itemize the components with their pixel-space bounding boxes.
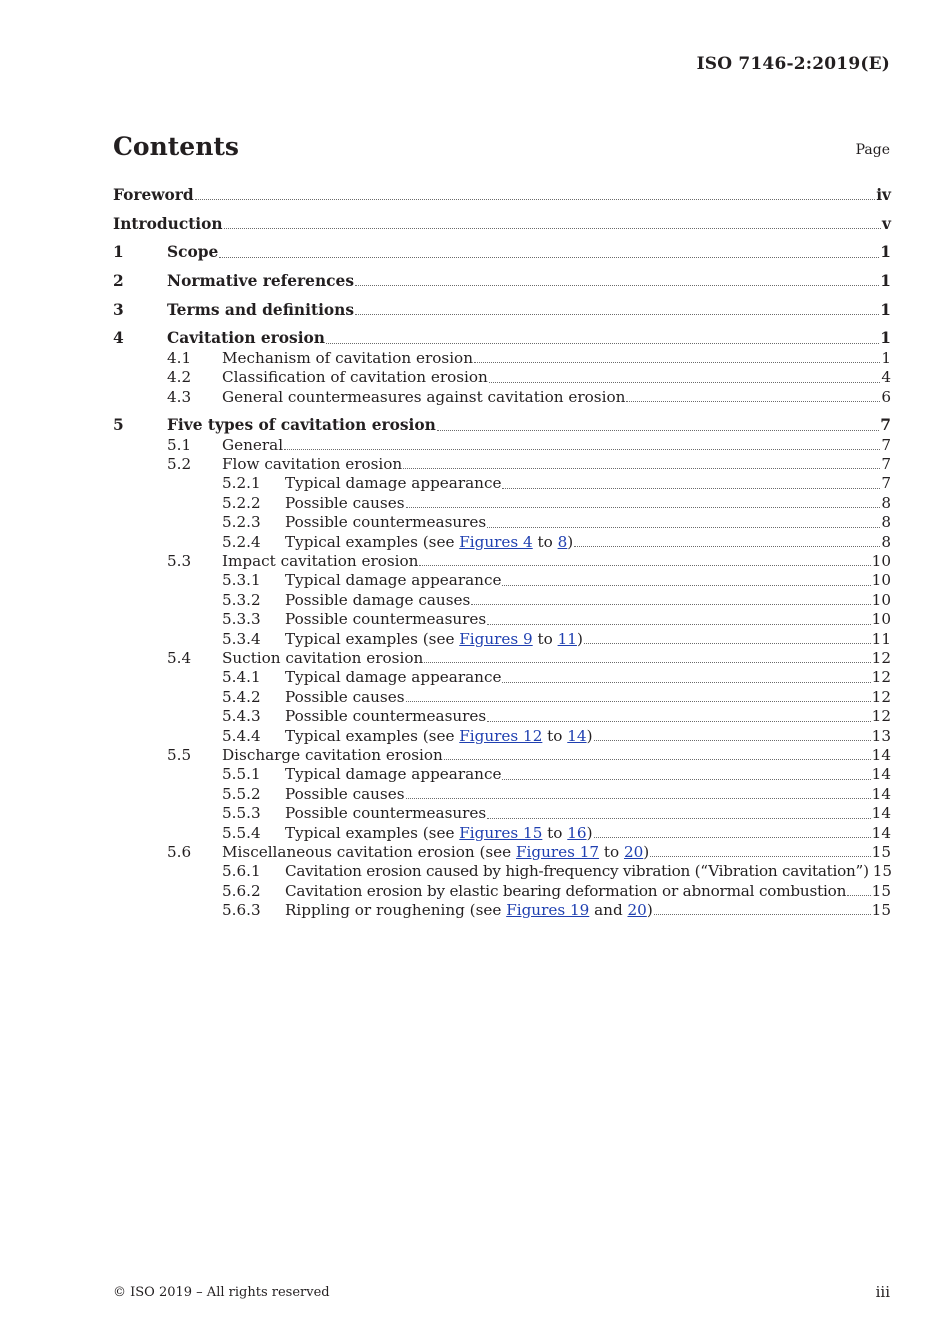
toc-entry-5-3-1[interactable] [113, 571, 891, 590]
toc-entry-page: 1 [880, 300, 891, 319]
toc-entry-5-2-4[interactable] [113, 533, 891, 552]
footer-copyright: © ISO 2019 – All rights reserved [113, 1285, 330, 1300]
figure-link[interactable]: 14 [567, 726, 587, 745]
toc-entry-page: 6 [881, 387, 891, 406]
dot-leader [326, 342, 879, 344]
toc-entry-label: General countermeasures against cavitation erosion [222, 387, 626, 406]
dot-leader [502, 487, 880, 489]
toc-entry-number: 5.5.1 [222, 765, 261, 784]
toc-entry-label: Five types of cavitation erosion [167, 416, 436, 435]
dot-leader [406, 797, 871, 799]
dot-leader [502, 681, 870, 683]
toc-entry-number: 5.4.1 [222, 668, 261, 687]
toc-entry-label: Normative references [167, 272, 354, 291]
toc-entry-number: 5.4.3 [222, 707, 261, 726]
toc-entry-page: 7 [880, 416, 891, 435]
toc-entry-5-2[interactable] [113, 455, 891, 474]
toc-entry-label: Mechanism of cavitation erosion [222, 348, 473, 367]
toc-entry-number: 5.4.2 [222, 687, 261, 706]
dot-leader [284, 448, 880, 450]
toc-entry-5[interactable] [113, 416, 891, 435]
toc-entry-5-1[interactable] [113, 436, 891, 455]
figure-link[interactable]: Figures 19 [506, 901, 590, 920]
toc-entry-number: 5.4 [167, 648, 192, 667]
dot-leader [474, 361, 880, 363]
toc-entry-label [285, 901, 653, 920]
toc-entry-5-3[interactable] [113, 552, 891, 571]
toc-entry-number: 5.3 [167, 552, 192, 571]
toc-entry-4-2[interactable] [113, 368, 891, 387]
dot-leader [574, 545, 880, 547]
toc-entry-2[interactable] [113, 272, 891, 291]
toc-entry-page: 10 [871, 552, 891, 571]
toc-entry-label: Introduction [113, 214, 223, 233]
dot-leader [502, 778, 870, 780]
toc-entry-page: 8 [881, 513, 891, 532]
dot-leader [406, 700, 871, 702]
label-text: Typical examples (see [285, 629, 460, 648]
dot-leader [654, 913, 871, 915]
toc-entry-5-6-3[interactable] [113, 901, 891, 920]
figure-link[interactable]: 11 [557, 629, 577, 648]
toc-entry-page: 12 [871, 687, 891, 706]
toc-entry-page: 12 [871, 668, 891, 687]
toc-entry-number: 5.5 [167, 745, 192, 764]
toc-entry-number: 4.2 [167, 368, 192, 387]
figure-link[interactable]: 20 [627, 901, 647, 920]
toc-entry-label: General [222, 435, 284, 454]
toc-entry-5-6-2[interactable] [113, 882, 891, 901]
figure-link[interactable]: Figures 4 [459, 532, 533, 551]
toc-entry-number: 5.1 [167, 435, 192, 454]
toc-entry-label: Typical damage appearance [285, 571, 502, 590]
toc-entry-number: 3 [113, 300, 124, 319]
toc-entry-number: 5 [113, 416, 124, 435]
toc-entry-number: 5.5.4 [222, 823, 261, 842]
figure-link[interactable]: 20 [623, 842, 644, 861]
toc-entry-page: 7 [881, 455, 891, 474]
toc-entry-page: 7 [881, 435, 891, 454]
toc-entry-number: 5.3.1 [222, 571, 261, 590]
toc-entry-label: Possible countermeasures [285, 513, 487, 532]
toc-entry-page: 14 [871, 765, 891, 784]
label-text: Typical examples (see [285, 726, 460, 745]
toc-entry-page: 8 [881, 532, 891, 551]
toc-entry-number: 5.5.3 [222, 804, 261, 823]
label-text: ) [646, 901, 653, 920]
figure-link[interactable]: Figures 17 [515, 842, 600, 861]
toc-entry-5-4[interactable] [113, 649, 891, 668]
label-text: to [599, 842, 624, 861]
figure-link[interactable]: 8 [557, 532, 568, 551]
toc-entry-introduction[interactable] [113, 215, 891, 234]
toc-entry-number: 5.6.3 [222, 901, 261, 920]
toc-entry-page: 15 [872, 862, 893, 881]
toc-entry-number: 5.6.2 [222, 881, 261, 900]
label-text: to [542, 726, 568, 745]
toc-entry-3[interactable] [113, 301, 891, 320]
toc-entry-page: v [882, 214, 891, 233]
toc-entry-page: iv [876, 186, 891, 204]
toc-entry-page: 4 [881, 368, 891, 387]
toc-entry-5-4-4[interactable] [113, 727, 891, 746]
toc-entry-number: 5.2.4 [222, 532, 261, 551]
label-text: to [532, 629, 558, 648]
toc-entry-4-3[interactable] [113, 388, 891, 407]
toc-entry-5-5-3[interactable] [113, 804, 891, 823]
label-text: ) [586, 823, 593, 842]
dot-leader [487, 623, 870, 625]
toc-entry-4-1[interactable] [113, 349, 891, 368]
toc-entry-label: Possible damage causes [285, 590, 471, 609]
dot-leader [195, 198, 876, 200]
toc-entry-foreword[interactable] [113, 186, 891, 205]
dot-leader [502, 584, 870, 586]
toc-entry-number: 5.3.4 [222, 629, 261, 648]
toc-entry-5-3-3[interactable] [113, 610, 891, 629]
toc-entry-page: 14 [871, 784, 891, 803]
toc-entry-label: Typical damage appearance [285, 668, 502, 687]
toc-entry-5-6-1[interactable] [113, 862, 891, 881]
toc-entry-number: 5.3.3 [222, 610, 261, 629]
toc-entry-label: Typical damage appearance [285, 474, 502, 493]
toc-entry-5-3-4[interactable] [113, 630, 891, 649]
toc-entry-number: 5.2 [167, 455, 192, 474]
label-text: Miscellaneous cavitation erosion (see [222, 842, 516, 861]
toc-entry-number: 1 [113, 243, 124, 262]
dot-leader [487, 526, 880, 528]
toc-entry-5-3-2[interactable] [113, 591, 891, 610]
toc-entry-page: 1 [880, 243, 891, 262]
toc-entry-number: 4.1 [167, 348, 192, 367]
dot-leader [594, 836, 871, 838]
toc-entry-page: 1 [880, 272, 891, 291]
toc-entry-label: Possible countermeasures [285, 804, 487, 823]
toc-entry-label: Possible causes [285, 784, 405, 803]
dot-leader [444, 758, 871, 760]
label-text: ) [643, 842, 650, 861]
toc-entry-page: 14 [871, 804, 891, 823]
toc-entry-5-5-1[interactable] [113, 765, 891, 784]
dot-leader [437, 429, 879, 431]
toc-entry-label: Terms and definitions [167, 300, 355, 319]
dot-leader [489, 381, 881, 383]
toc-entry-label: Possible countermeasures [285, 707, 487, 726]
toc-entry-label: Impact cavitation erosion [222, 552, 419, 571]
toc-entry-label: Scope [167, 243, 219, 262]
toc-entry-label: Cavitation erosion by elastic bearing deformation or abnormal combustion [285, 881, 847, 900]
figure-link[interactable]: 16 [567, 823, 587, 842]
toc-entry-page: 12 [871, 707, 891, 726]
label-text: and [589, 901, 628, 920]
toc-entry-number: 2 [113, 272, 124, 291]
toc-entry-4[interactable] [113, 329, 891, 348]
toc-entry-page: 15 [871, 881, 891, 900]
figure-link[interactable]: Figures 12 [459, 726, 543, 745]
dot-leader [487, 817, 870, 819]
dot-leader [355, 313, 879, 315]
figure-link[interactable]: Figures 9 [459, 629, 533, 648]
toc-entry-5-2-1[interactable] [113, 474, 891, 493]
label-text: Typical examples (see [285, 823, 460, 842]
dot-leader [406, 506, 881, 508]
toc-entry-label: Foreword [113, 186, 194, 204]
label-text: Rippling or roughening (see [285, 901, 507, 920]
toc-entry-label: Cavitation erosion [167, 329, 325, 348]
toc-entry-page: 15 [871, 842, 891, 861]
toc-entry-page: 8 [881, 493, 891, 512]
toc-entry-label: Discharge cavitation erosion [222, 745, 443, 764]
toc-entry-number: 5.2.3 [222, 513, 261, 532]
toc-entry-label: Possible countermeasures [285, 610, 487, 629]
dot-leader [219, 256, 879, 258]
toc-entry-label [285, 824, 593, 843]
toc-entry-label: Classification of cavitation erosion [222, 368, 488, 387]
toc-entry-label: Typical damage appearance [285, 765, 502, 784]
toc-entry-number: 5.3.2 [222, 590, 261, 609]
label-text: ) [576, 629, 583, 648]
toc-entry-5-4-2[interactable] [113, 688, 891, 707]
dot-leader [594, 739, 871, 741]
toc-entry-page: 10 [871, 590, 891, 609]
toc-entry-page: 15 [871, 901, 891, 920]
dot-leader [650, 855, 870, 857]
toc-entry-page: 7 [881, 474, 891, 493]
toc-entry-5-5-4[interactable] [113, 824, 891, 843]
label-text: ) [567, 532, 574, 551]
toc-entry-5-4-3[interactable] [113, 707, 891, 726]
toc-entry-label [285, 630, 583, 649]
dot-leader [847, 894, 870, 896]
toc-entry-5-5-2[interactable] [113, 785, 891, 804]
figure-link[interactable]: Figures 15 [459, 823, 543, 842]
toc-entry-page: 1 [881, 348, 891, 367]
toc-entry-label: Flow cavitation erosion [222, 455, 403, 474]
label-text: Typical examples (see [285, 532, 460, 551]
toc-entry-number: 5.6.1 [222, 862, 261, 881]
toc-entry-5-2-2[interactable] [113, 494, 891, 513]
toc-entry-page: 11 [871, 629, 891, 648]
dot-leader [487, 720, 870, 722]
dot-leader [626, 400, 880, 402]
toc-entry-label [222, 843, 649, 862]
toc-entry-label: Cavitation erosion caused by high-frequency vibration (“Vibration cavitation”) [285, 862, 869, 881]
dot-leader [471, 603, 870, 605]
toc-entry-5-2-3[interactable] [113, 513, 891, 532]
toc-entry-number: 5.4.4 [222, 726, 261, 745]
label-text: to [532, 532, 558, 551]
footer-page-number: iii [875, 1283, 890, 1301]
dot-leader [355, 284, 879, 286]
dot-leader [224, 227, 881, 229]
toc-entry-page: 10 [871, 571, 891, 590]
page-column-label: Page [855, 142, 890, 158]
dot-leader [424, 661, 870, 663]
toc-entry-number: 5.2.1 [222, 474, 261, 493]
dot-leader [584, 642, 871, 644]
dot-leader [419, 564, 870, 566]
toc-entry-5-6[interactable] [113, 843, 891, 862]
toc-entry-page: 13 [871, 726, 891, 745]
toc-entry-5-5[interactable] [113, 746, 891, 765]
toc-entry-label [285, 533, 573, 552]
table-of-contents [113, 186, 891, 920]
document-id: ISO 7146-2:2019(E) [696, 54, 890, 74]
toc-entry-page: 1 [880, 329, 891, 348]
toc-entry-number: 5.6 [167, 842, 192, 861]
toc-entry-5-4-1[interactable] [113, 668, 891, 687]
toc-entry-label: Suction cavitation erosion [222, 648, 424, 667]
page-title: Contents [113, 132, 240, 161]
toc-entry-number: 4 [113, 329, 124, 348]
toc-entry-label [285, 727, 593, 746]
label-text: to [542, 823, 568, 842]
toc-entry-label: Possible causes [285, 687, 405, 706]
toc-entry-number: 5.2.2 [222, 493, 261, 512]
toc-entry-page: 10 [871, 610, 891, 629]
toc-entry-page: 14 [871, 823, 891, 842]
toc-entry-number: 5.5.2 [222, 784, 261, 803]
toc-entry-1[interactable] [113, 243, 891, 262]
toc-entry-label: Possible causes [285, 493, 405, 512]
toc-entry-number: 4.3 [167, 387, 192, 406]
label-text: ) [586, 726, 593, 745]
toc-entry-page: 14 [871, 745, 891, 764]
toc-entry-page: 12 [871, 648, 891, 667]
dot-leader [403, 467, 880, 469]
